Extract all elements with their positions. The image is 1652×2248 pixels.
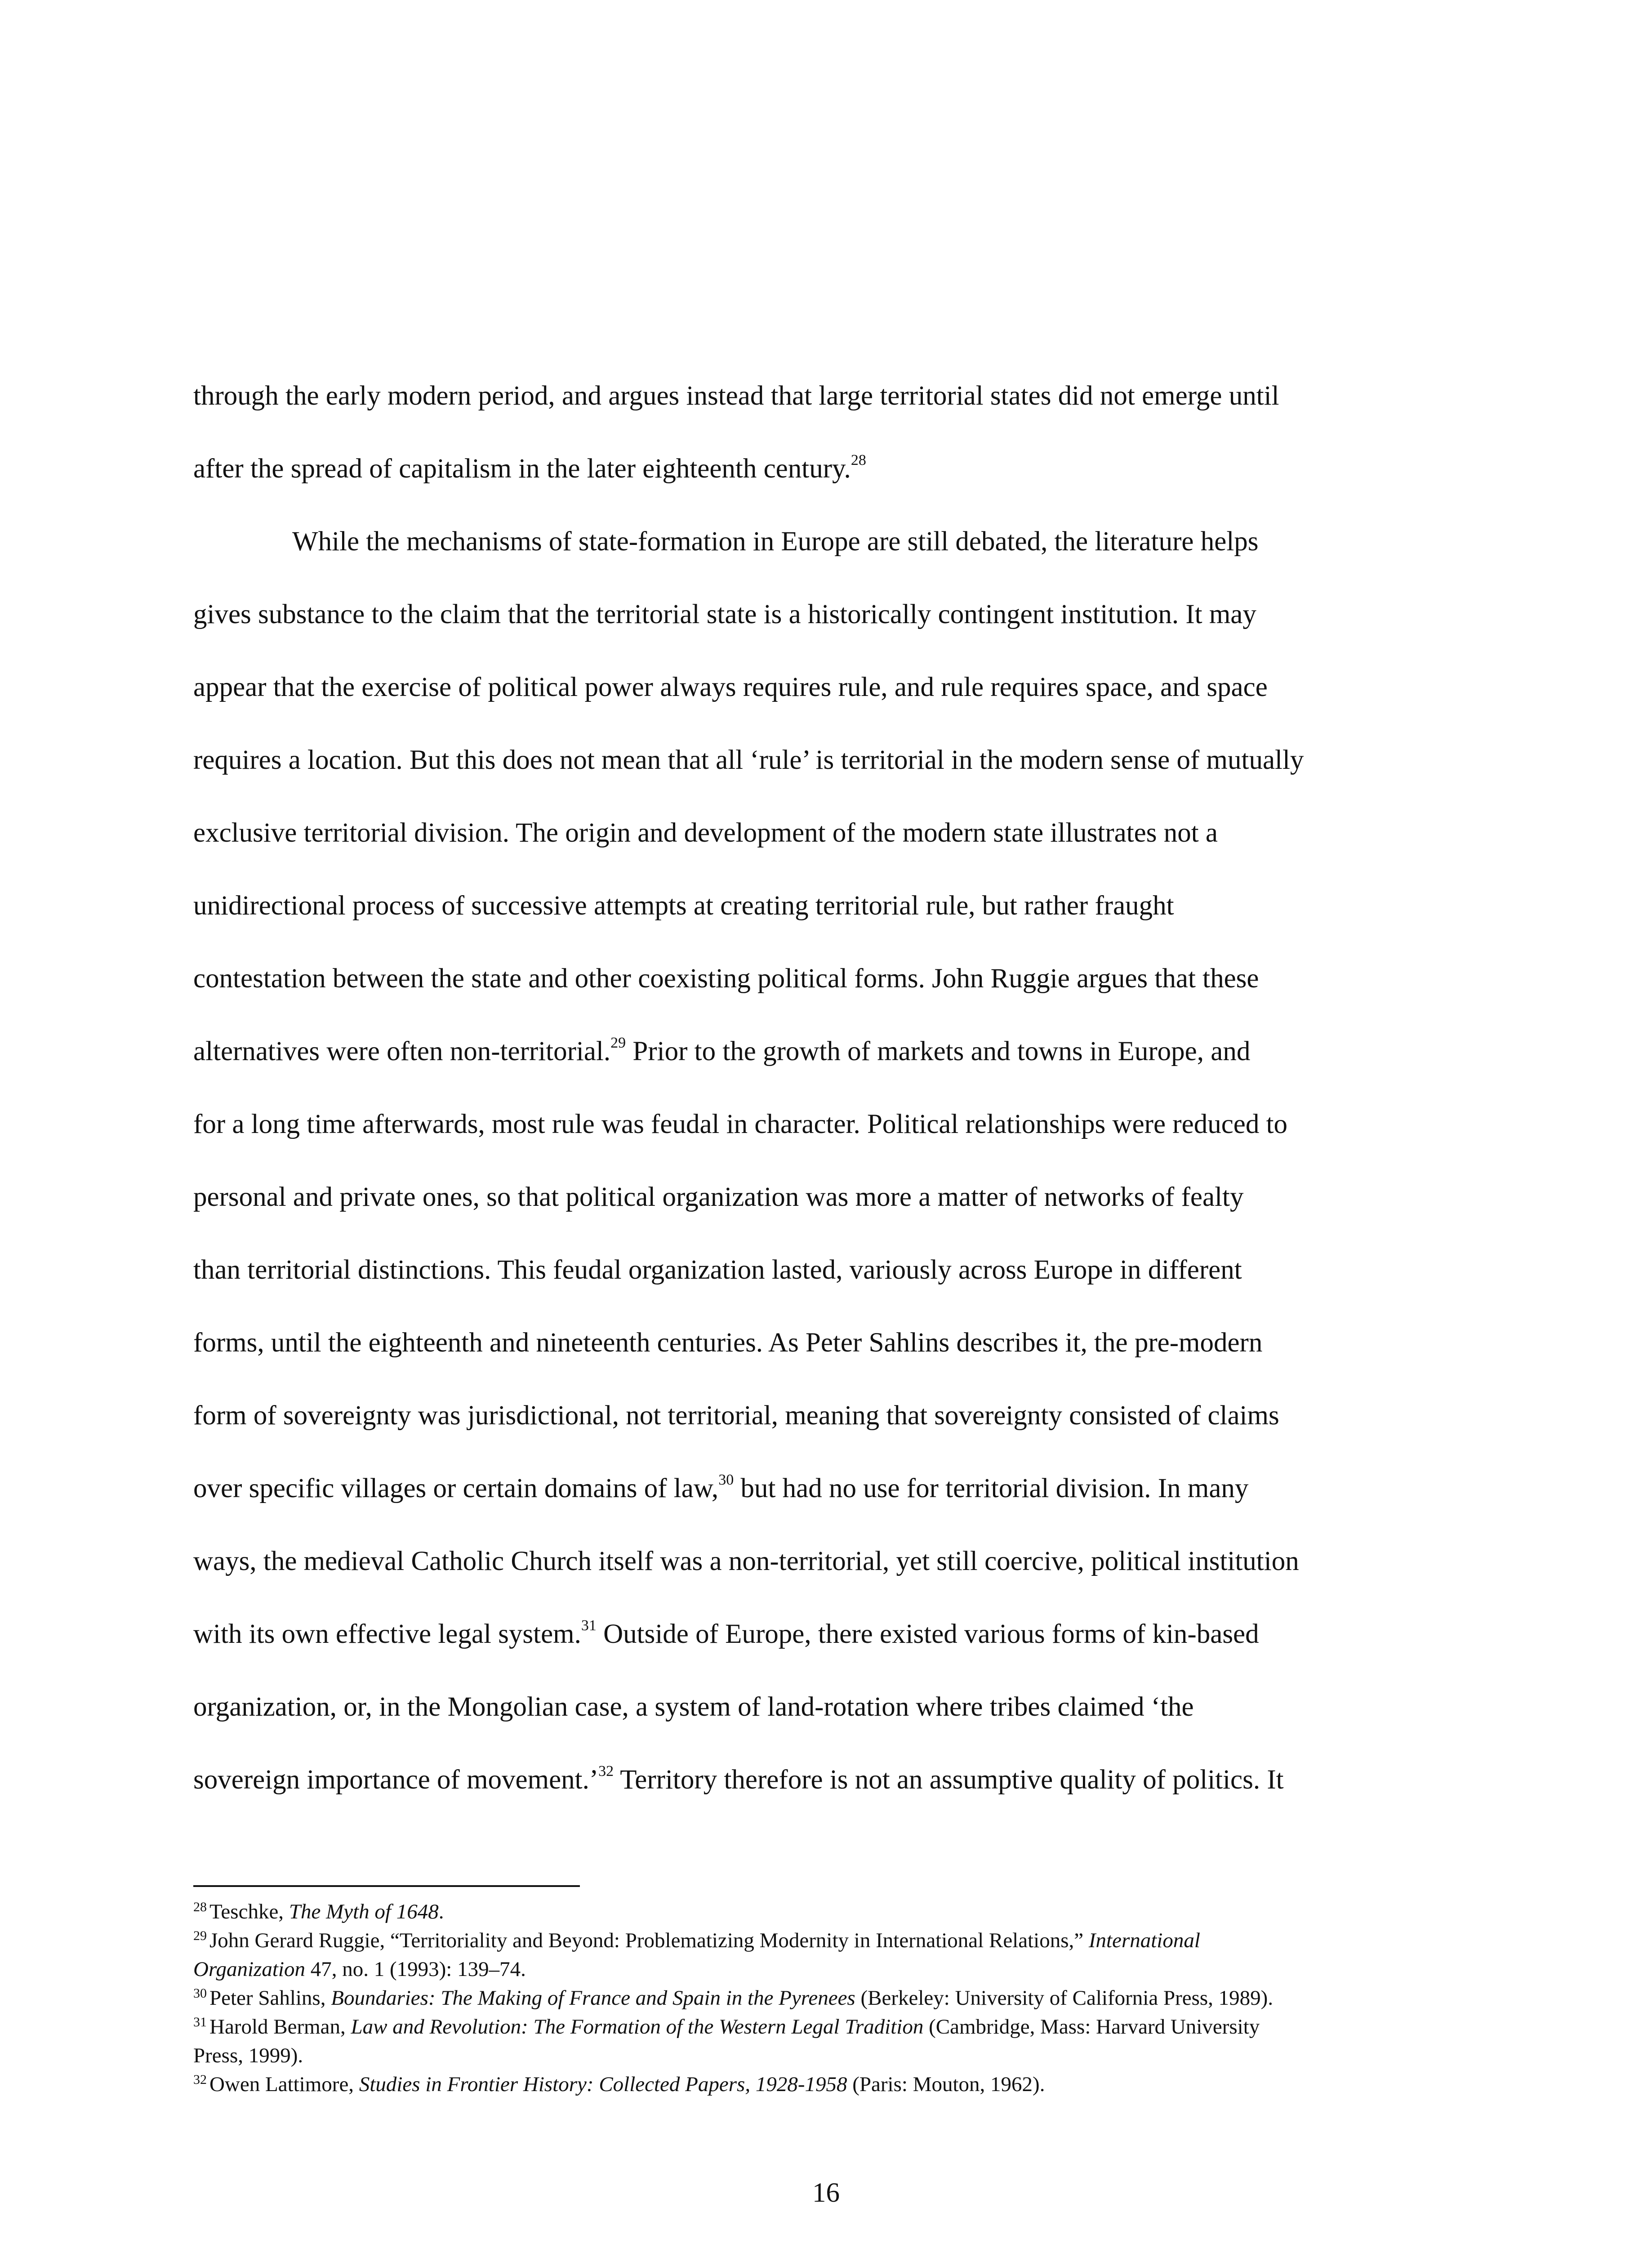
text-line: alternatives were often non-territorial.$^{29}$ Prior to the growth of markets and towns in Europe, and — [193, 1035, 1251, 1066]
footnote-separator — [193, 1885, 580, 1887]
footnote-number: 31 — [193, 2015, 207, 2029]
footnote-28: $^{28}$ Teschke, The Myth of 1648. — [193, 1900, 444, 1923]
footnote-32: $^{32}$ Owen Lattimore, Studies in Frontier History: Collected Papers, 1928-1958 (Paris: Mouton, 1962). — [193, 2072, 1045, 2096]
text-line: forms, until the eighteenth and nineteenth centuries. As Peter Sahlins describes it, the pre-modern — [193, 1328, 1263, 1358]
text-line: sovereign importance of movement.’$^{32}$ Territory therefore is not an assumptive quality of politics. It — [193, 1763, 1284, 1795]
footnotes — [193, 1897, 1463, 2099]
footnote-31: $^{31}$ Harold Berman, Law and Revolution: The Formation of the Western Legal Tradition (Cambridge, Mass: Harvard University — [193, 2015, 1260, 2038]
text-line: exclusive territorial division. The origin and development of the modern state illustrates not a — [193, 818, 1218, 848]
footnote-ref-32[interactable]: 32 — [598, 1763, 614, 1780]
text-line: with its own effective legal system.$^{31}$ Outside of Europe, there existed various forms of kin-based — [193, 1617, 1259, 1649]
text-line: for a long time afterwards, most rule was feudal in character. Political relationships were reduced to — [193, 1109, 1288, 1139]
footnote-29: $^{29}$ John Gerard Ruggie, “Territoriality and Beyond: Problematizing Modernity in International Relations,” International — [193, 1928, 1200, 1952]
footnote-ref-30[interactable]: 30 — [718, 1472, 734, 1488]
footnote-number: 30 — [193, 1986, 207, 2001]
footnote-29-continued: Organization 47, no. 1 (1993): 139–74. — [193, 1958, 526, 1981]
paragraph-first-line: While the mechanisms of state-formation in Europe are still debated, the literature helps — [292, 526, 1259, 557]
text-line: after the spread of capitalism in the later eighteenth century.$^{28}$ — [193, 452, 866, 484]
footnote-number: 29 — [193, 1928, 207, 1943]
footnote-30: $^{30}$ Peter Sahlins, Boundaries: The Making of France and Spain in the Pyrenees (Berkeley: University of California Press, 1989). — [193, 1986, 1274, 2010]
text-line: gives substance to the claim that the territorial state is a historically contingent institution. It may — [193, 599, 1256, 629]
text-line: ways, the medieval Catholic Church itself was a non-territorial, yet still coercive, political institution — [193, 1546, 1299, 1576]
text-line: organization, or, in the Mongolian case, a system of land-rotation where tribes claimed ‘the — [193, 1692, 1194, 1722]
text-line: than territorial distinctions. This feudal organization lasted, variously across Europe in different — [193, 1255, 1242, 1285]
footnote-number: 32 — [193, 2072, 207, 2087]
text-line: appear that the exercise of political power always requires rule, and rule requires space, and space — [193, 672, 1268, 702]
footnote-ref-29[interactable]: 29 — [610, 1035, 626, 1051]
text-line: personal and private ones, so that political organization was more a matter of networks of fealty — [193, 1182, 1244, 1212]
text-line: contestation between the state and other coexisting political forms. John Ruggie argues that these — [193, 963, 1259, 994]
text-line: requires a location. But this does not mean that all ‘rule’ is territorial in the modern sense of mutually — [193, 745, 1304, 775]
footnote-ref-31[interactable]: 31 — [581, 1617, 597, 1634]
page-number: 16 — [812, 2178, 840, 2208]
footnote-number: 28 — [193, 1900, 207, 1914]
body-text — [193, 360, 1463, 1816]
footnote-ref-28[interactable]: 28 — [850, 452, 866, 468]
text-line: through the early modern period, and argues instead that large territorial states did not emerge until — [193, 381, 1279, 411]
footnote-31-continued: Press, 1999). — [193, 2044, 303, 2067]
text-line: over specific villages or certain domains of law,$^{30}$ but had no use for territorial division. In many — [193, 1472, 1249, 1503]
text-line: form of sovereignty was jurisdictional, not territorial, meaning that sovereignty consisted of claims — [193, 1401, 1279, 1431]
text-line: unidirectional process of successive attempts at creating territorial rule, but rather fraught — [193, 891, 1174, 921]
